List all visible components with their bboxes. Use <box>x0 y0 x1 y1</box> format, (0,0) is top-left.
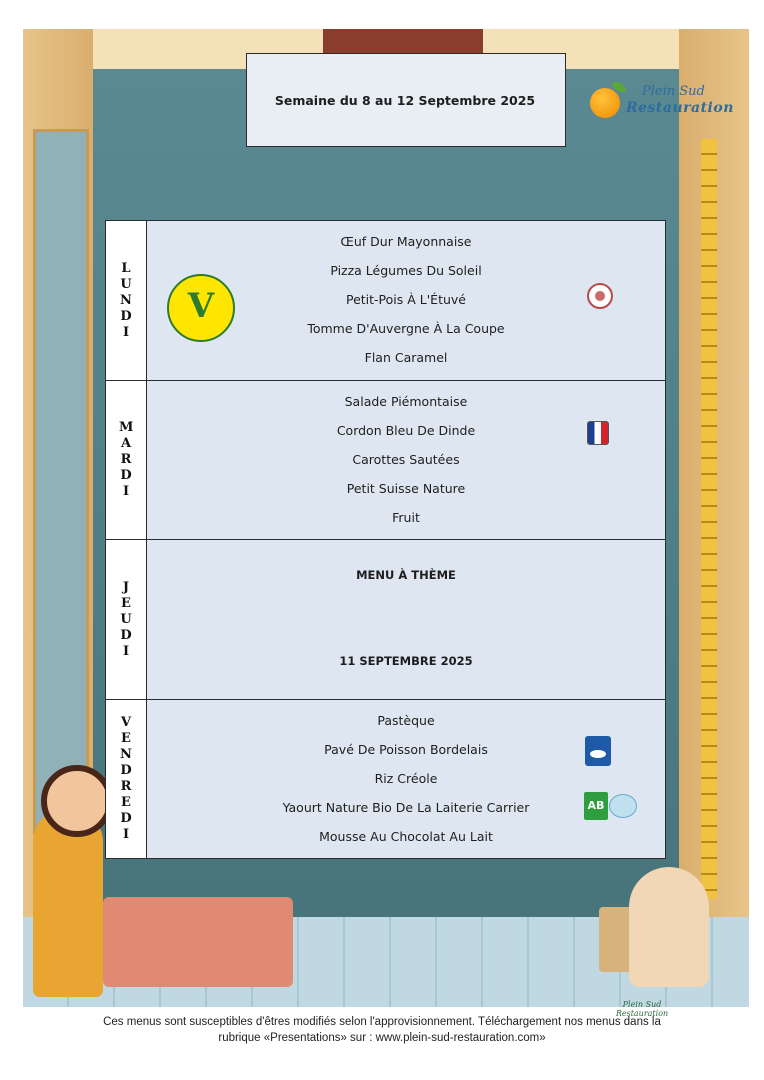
day-label-cell <box>106 381 147 539</box>
dish-item: Salade Piémontaise <box>344 394 468 409</box>
day-label: LUNDI <box>120 260 132 340</box>
desk-illustration <box>103 897 293 987</box>
day-menu-cell <box>147 221 665 380</box>
day-menu-cell <box>147 540 665 699</box>
week-title: Semaine du 8 au 12 Septembre 2025 <box>274 93 536 108</box>
european-vegetarian-v-label-icon: V <box>167 274 235 342</box>
dish-item: Yaourt Nature Bio De La Laiterie Carrier <box>282 800 530 815</box>
boy-illustration <box>629 867 709 987</box>
dish-item: Carottes Sautées <box>352 452 460 467</box>
origine-france-icon <box>587 421 609 445</box>
eu-organic-icon <box>609 794 637 818</box>
day-row-mardi <box>106 380 665 539</box>
theme-menu-date: 11 SEPTEMBRE 2025 <box>339 654 473 668</box>
dish-item: Pastèque <box>377 713 435 728</box>
dish-item: Cordon Bleu De Dinde <box>336 423 476 438</box>
dish-item: Pavé De Poisson Bordelais <box>324 742 488 757</box>
dish-item: Petit-Pois À L'Étuvé <box>345 292 466 307</box>
plein-sud-logo <box>586 82 736 126</box>
day-row-jeudi <box>106 539 665 699</box>
dish-item: Fruit <box>392 510 420 525</box>
day-row-lundi <box>106 221 665 380</box>
day-label-cell <box>106 700 147 858</box>
weekly-menu-table <box>105 220 666 859</box>
dish-item: Œuf Dur Mayonnaise <box>340 234 472 249</box>
dish-item: Mousse Au Chocolat Au Lait <box>319 829 493 844</box>
orange-icon <box>590 88 620 118</box>
dish-item: Tomme D'Auvergne À La Coupe <box>307 321 505 336</box>
footer-note <box>0 1014 764 1046</box>
day-label-cell <box>106 221 147 380</box>
footer-line1: Ces menus sont susceptibles d'êtres modifiés selon l'approvisionnement. Téléchargement nos menus dans la <box>103 1016 661 1028</box>
dish-item: Pizza Légumes Du Soleil <box>330 263 482 278</box>
dish-item: Petit Suisse Nature <box>346 481 466 496</box>
theme-menu-title: MENU À THÈME <box>356 568 456 582</box>
day-label-cell <box>106 540 147 699</box>
day-label: MARDI <box>119 420 134 499</box>
msc-sustainable-fishing-icon <box>585 736 611 766</box>
footer-line2: rubrique «Presentations» sur : www.plein-sud-restauration.com» <box>218 1032 546 1044</box>
day-menu-cell <box>147 700 665 858</box>
dish-item: Riz Créole <box>374 771 438 786</box>
logo-line2: Restauration <box>626 100 734 116</box>
ruler-illustration <box>701 139 717 899</box>
ab-organic-icon: AB <box>584 792 608 820</box>
label-seal-icon <box>587 283 613 309</box>
day-menu-cell <box>147 381 665 539</box>
day-label: JEUDI <box>120 579 132 659</box>
bag-logo-text: Plein Sud Restauration <box>615 1000 669 1018</box>
window-illustration <box>33 129 89 835</box>
logo-line1: Plein Sud <box>642 84 705 99</box>
day-row-vendredi <box>106 699 665 858</box>
girl-head-illustration <box>41 765 113 837</box>
day-label: VENDREDI <box>120 715 132 842</box>
dish-item: Flan Caramel <box>364 350 448 365</box>
